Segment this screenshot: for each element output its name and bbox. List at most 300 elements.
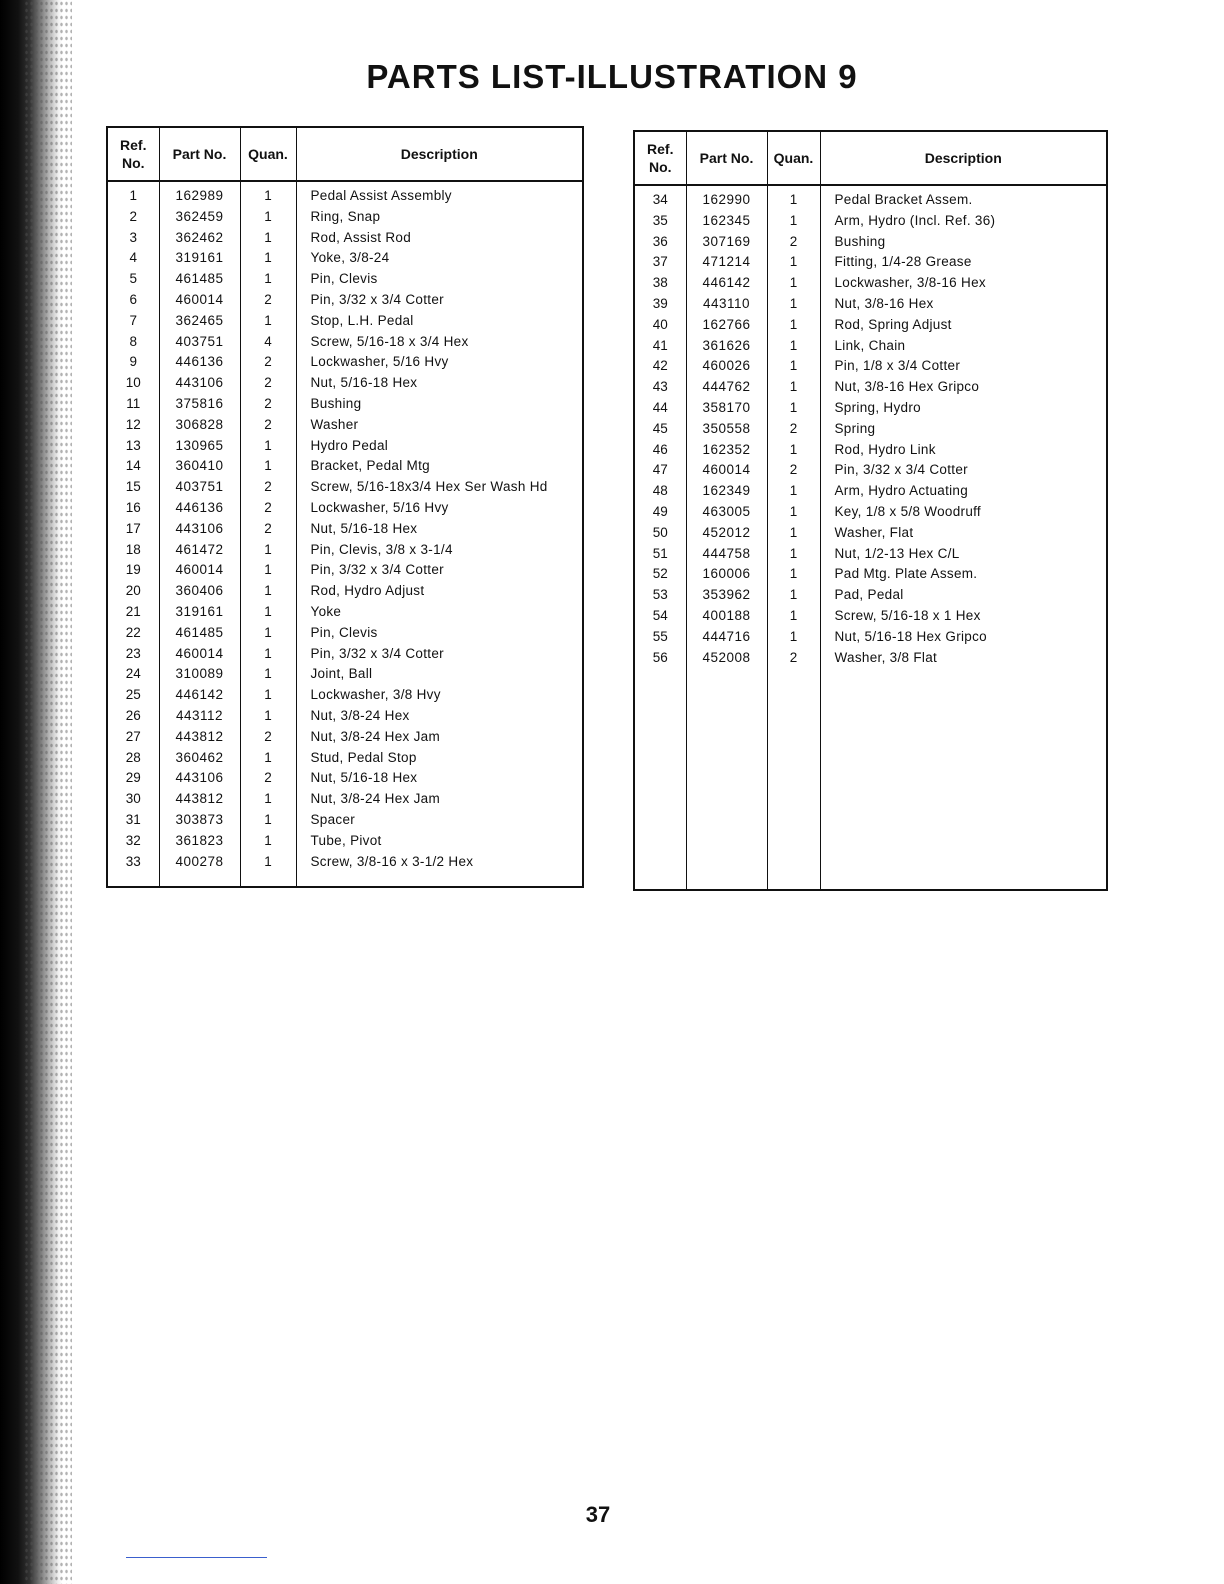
description-cell: Yoke — [296, 602, 583, 623]
description-cell: Nut, 3/8-24 Hex — [296, 706, 583, 727]
ref-cell: 13 — [107, 436, 159, 457]
ref-cell: 53 — [634, 585, 686, 606]
table-row — [107, 602, 583, 623]
part-no-cell: 461472 — [159, 540, 240, 561]
quantity-cell: 1 — [240, 181, 296, 207]
description-cell: Hydro Pedal — [296, 436, 583, 457]
ref-cell: 24 — [107, 664, 159, 685]
quantity-cell: 1 — [767, 185, 820, 211]
description-cell: Fitting, 1/4-28 Grease — [820, 252, 1107, 273]
quantity-cell: 1 — [240, 789, 296, 810]
ref-cell: 37 — [634, 252, 686, 273]
table-row — [107, 789, 583, 810]
parts-table-left — [106, 126, 584, 888]
part-no-cell: 130965 — [159, 436, 240, 457]
table-row — [634, 523, 1107, 544]
part-no-cell: 461485 — [159, 269, 240, 290]
description-cell: Washer, Flat — [820, 523, 1107, 544]
part-no-cell: 460014 — [159, 644, 240, 665]
quantity-cell: 2 — [767, 419, 820, 440]
part-no-cell: 160006 — [686, 564, 767, 585]
description-cell: Lockwasher, 5/16 Hvy — [296, 352, 583, 373]
quantity-cell: 1 — [240, 228, 296, 249]
page-number: 37 — [585, 1502, 611, 1527]
ref-cell: 44 — [634, 398, 686, 419]
quantity-cell: 1 — [240, 706, 296, 727]
description-cell: Nut, 5/16-18 Hex — [296, 373, 583, 394]
quantity-cell: 2 — [240, 727, 296, 748]
part-no-cell: 162352 — [686, 440, 767, 461]
part-no-cell: 362459 — [159, 207, 240, 228]
filler-row — [634, 668, 1107, 890]
description-cell: Nut, 1/2-13 Hex C/L — [820, 544, 1107, 565]
description-cell: Stud, Pedal Stop — [296, 748, 583, 769]
part-no-cell: 446136 — [159, 498, 240, 519]
part-no-cell: 360410 — [159, 456, 240, 477]
ref-cell: 16 — [107, 498, 159, 519]
ref-cell: 4 — [107, 248, 159, 269]
part-no-cell: 319161 — [159, 602, 240, 623]
ref-cell: 50 — [634, 523, 686, 544]
ref-cell: 8 — [107, 332, 159, 353]
part-no-cell: 446136 — [159, 352, 240, 373]
part-no-cell: 307169 — [686, 232, 767, 253]
table-row — [634, 481, 1107, 502]
part-no-cell: 350558 — [686, 419, 767, 440]
quantity-cell: 1 — [767, 211, 820, 232]
table-row — [107, 373, 583, 394]
description-cell: Bracket, Pedal Mtg — [296, 456, 583, 477]
quantity-cell: 1 — [767, 336, 820, 357]
description-cell: Pin, 3/32 x 3/4 Cotter — [296, 644, 583, 665]
header-quan: Quan. — [767, 131, 820, 185]
part-no-cell: 162345 — [686, 211, 767, 232]
table-row — [107, 831, 583, 852]
part-no-cell: 446142 — [159, 685, 240, 706]
part-no-cell: 460014 — [159, 560, 240, 581]
table-row — [107, 748, 583, 769]
part-no-cell: 446142 — [686, 273, 767, 294]
ref-cell: 56 — [634, 648, 686, 669]
table-row — [634, 273, 1107, 294]
description-cell: Tube, Pivot — [296, 831, 583, 852]
ref-cell: 33 — [107, 852, 159, 873]
quantity-cell: 1 — [767, 585, 820, 606]
filler-cell — [634, 668, 686, 890]
table-row — [107, 311, 583, 332]
table-row — [107, 248, 583, 269]
quantity-cell: 2 — [240, 768, 296, 789]
table-row — [634, 398, 1107, 419]
description-cell: Ring, Snap — [296, 207, 583, 228]
table-row — [107, 644, 583, 665]
table-row — [107, 768, 583, 789]
part-no-cell: 400278 — [159, 852, 240, 873]
description-cell: Pin, 3/32 x 3/4 Cotter — [296, 560, 583, 581]
quantity-cell: 2 — [767, 460, 820, 481]
part-no-cell: 319161 — [159, 248, 240, 269]
ref-cell: 28 — [107, 748, 159, 769]
quantity-cell: 2 — [240, 498, 296, 519]
description-cell: Bushing — [296, 394, 583, 415]
description-cell: Arm, Hydro Actuating — [820, 481, 1107, 502]
header-quan: Quan. — [240, 127, 296, 181]
table-row — [107, 706, 583, 727]
table-body-right — [634, 185, 1107, 890]
part-no-cell: 362465 — [159, 311, 240, 332]
quantity-cell: 1 — [767, 377, 820, 398]
divider-line — [126, 1557, 267, 1558]
description-cell: Nut, 3/8-24 Hex Jam — [296, 727, 583, 748]
binding-speckle — [24, 0, 72, 1584]
table-row — [634, 648, 1107, 669]
part-no-cell: 460014 — [686, 460, 767, 481]
ref-cell: 9 — [107, 352, 159, 373]
ref-cell: 19 — [107, 560, 159, 581]
ref-cell: 30 — [107, 789, 159, 810]
quantity-cell: 2 — [767, 648, 820, 669]
description-cell: Screw, 5/16-18 x 1 Hex — [820, 606, 1107, 627]
quantity-cell: 1 — [240, 311, 296, 332]
description-cell: Nut, 5/16-18 Hex — [296, 768, 583, 789]
table-row — [107, 207, 583, 228]
table-row — [634, 315, 1107, 336]
description-cell: Pad, Pedal — [820, 585, 1107, 606]
quantity-cell: 2 — [240, 477, 296, 498]
table-row — [107, 540, 583, 561]
description-cell: Link, Chain — [820, 336, 1107, 357]
part-no-cell: 443106 — [159, 373, 240, 394]
part-no-cell: 452008 — [686, 648, 767, 669]
part-no-cell: 443812 — [159, 727, 240, 748]
description-cell: Washer — [296, 415, 583, 436]
table-row — [634, 502, 1107, 523]
part-no-cell: 362462 — [159, 228, 240, 249]
part-no-cell: 460026 — [686, 356, 767, 377]
description-cell: Key, 1/8 x 5/8 Woodruff — [820, 502, 1107, 523]
table-row — [107, 332, 583, 353]
header-ref: Ref. No. — [634, 131, 686, 185]
ref-cell: 41 — [634, 336, 686, 357]
filler-cell — [107, 872, 159, 887]
table-row — [107, 290, 583, 311]
quantity-cell: 4 — [240, 332, 296, 353]
filler-row — [107, 872, 583, 887]
quantity-cell: 2 — [240, 415, 296, 436]
ref-cell: 7 — [107, 311, 159, 332]
quantity-cell: 1 — [240, 810, 296, 831]
filler-cell — [820, 668, 1107, 890]
header-description: Description — [296, 127, 583, 181]
quantity-cell: 1 — [240, 248, 296, 269]
table-row — [107, 727, 583, 748]
table-row — [634, 440, 1107, 461]
part-no-cell: 403751 — [159, 332, 240, 353]
ref-cell: 12 — [107, 415, 159, 436]
quantity-cell: 1 — [767, 294, 820, 315]
description-cell: Rod, Assist Rod — [296, 228, 583, 249]
table-row — [634, 252, 1107, 273]
quantity-cell: 1 — [767, 606, 820, 627]
quantity-cell: 1 — [767, 252, 820, 273]
quantity-cell: 1 — [240, 831, 296, 852]
ref-cell: 46 — [634, 440, 686, 461]
ref-cell: 52 — [634, 564, 686, 585]
ref-cell: 49 — [634, 502, 686, 523]
quantity-cell: 1 — [767, 523, 820, 544]
table-row — [107, 560, 583, 581]
part-no-cell: 444716 — [686, 627, 767, 648]
part-no-cell: 444758 — [686, 544, 767, 565]
part-no-cell: 162990 — [686, 185, 767, 211]
quantity-cell: 1 — [240, 207, 296, 228]
quantity-cell: 1 — [767, 440, 820, 461]
quantity-cell: 1 — [240, 540, 296, 561]
description-cell: Pin, 1/8 x 3/4 Cotter — [820, 356, 1107, 377]
table-row — [107, 685, 583, 706]
description-cell: Nut, 5/16-18 Hex Gripco — [820, 627, 1107, 648]
table-header-row — [634, 131, 1107, 185]
table-row — [634, 336, 1107, 357]
table-row — [634, 294, 1107, 315]
table-row — [634, 585, 1107, 606]
part-no-cell: 443112 — [159, 706, 240, 727]
description-cell: Pin, Clevis — [296, 269, 583, 290]
ref-cell: 54 — [634, 606, 686, 627]
ref-cell: 32 — [107, 831, 159, 852]
quantity-cell: 1 — [240, 581, 296, 602]
table-row — [107, 498, 583, 519]
part-no-cell: 162766 — [686, 315, 767, 336]
ref-cell: 35 — [634, 211, 686, 232]
ref-cell: 40 — [634, 315, 686, 336]
quantity-cell: 1 — [240, 436, 296, 457]
table-row — [634, 460, 1107, 481]
description-cell: Spring — [820, 419, 1107, 440]
description-cell: Screw, 5/16-18 x 3/4 Hex — [296, 332, 583, 353]
description-cell: Rod, Hydro Adjust — [296, 581, 583, 602]
description-cell: Yoke, 3/8-24 — [296, 248, 583, 269]
description-cell: Washer, 3/8 Flat — [820, 648, 1107, 669]
description-cell: Pedal Assist Assembly — [296, 181, 583, 207]
table-header-row — [107, 127, 583, 181]
table-row — [107, 228, 583, 249]
part-no-cell: 443106 — [159, 519, 240, 540]
part-no-cell: 461485 — [159, 623, 240, 644]
ref-cell: 43 — [634, 377, 686, 398]
quantity-cell: 2 — [767, 232, 820, 253]
quantity-cell: 1 — [240, 623, 296, 644]
quantity-cell: 2 — [240, 290, 296, 311]
header-description: Description — [820, 131, 1107, 185]
description-cell: Stop, L.H. Pedal — [296, 311, 583, 332]
quantity-cell: 2 — [240, 394, 296, 415]
ref-cell: 11 — [107, 394, 159, 415]
filler-cell — [296, 872, 583, 887]
quantity-cell: 1 — [767, 273, 820, 294]
quantity-cell: 1 — [767, 398, 820, 419]
ref-cell: 42 — [634, 356, 686, 377]
part-no-cell: 361626 — [686, 336, 767, 357]
ref-cell: 45 — [634, 419, 686, 440]
quantity-cell: 1 — [767, 502, 820, 523]
ref-cell: 10 — [107, 373, 159, 394]
description-cell: Nut, 3/8-24 Hex Jam — [296, 789, 583, 810]
description-cell: Pad Mtg. Plate Assem. — [820, 564, 1107, 585]
ref-cell: 5 — [107, 269, 159, 290]
description-cell: Pin, 3/32 x 3/4 Cotter — [820, 460, 1107, 481]
table-row — [107, 477, 583, 498]
table-row — [107, 519, 583, 540]
quantity-cell: 2 — [240, 352, 296, 373]
ref-cell: 20 — [107, 581, 159, 602]
table-row — [634, 377, 1107, 398]
part-no-cell: 452012 — [686, 523, 767, 544]
ref-cell: 18 — [107, 540, 159, 561]
quantity-cell: 1 — [767, 315, 820, 336]
part-no-cell: 353962 — [686, 585, 767, 606]
ref-cell: 38 — [634, 273, 686, 294]
part-no-cell: 162349 — [686, 481, 767, 502]
quantity-cell: 1 — [767, 564, 820, 585]
description-cell: Spring, Hydro — [820, 398, 1107, 419]
quantity-cell: 1 — [240, 748, 296, 769]
table-row — [107, 415, 583, 436]
ref-cell: 14 — [107, 456, 159, 477]
part-no-cell: 303873 — [159, 810, 240, 831]
quantity-cell: 1 — [240, 602, 296, 623]
quantity-cell: 1 — [240, 269, 296, 290]
part-no-cell: 403751 — [159, 477, 240, 498]
description-cell: Spacer — [296, 810, 583, 831]
ref-cell: 34 — [634, 185, 686, 211]
description-cell: Nut, 3/8-16 Hex Gripco — [820, 377, 1107, 398]
description-cell: Pin, Clevis — [296, 623, 583, 644]
table-row — [107, 394, 583, 415]
part-no-cell: 443812 — [159, 789, 240, 810]
table-row — [634, 356, 1107, 377]
ref-cell: 27 — [107, 727, 159, 748]
part-no-cell: 444762 — [686, 377, 767, 398]
quantity-cell: 2 — [240, 373, 296, 394]
description-cell: Rod, Spring Adjust — [820, 315, 1107, 336]
description-cell: Joint, Ball — [296, 664, 583, 685]
ref-cell: 2 — [107, 207, 159, 228]
quantity-cell: 1 — [240, 685, 296, 706]
part-no-cell: 375816 — [159, 394, 240, 415]
header-part-no: Part No. — [686, 131, 767, 185]
part-no-cell: 400188 — [686, 606, 767, 627]
table-row — [107, 623, 583, 644]
table-row — [107, 664, 583, 685]
filler-cell — [767, 668, 820, 890]
table-row — [634, 232, 1107, 253]
part-no-cell: 360462 — [159, 748, 240, 769]
table-body-left — [107, 181, 583, 887]
ref-cell: 25 — [107, 685, 159, 706]
table-row — [107, 269, 583, 290]
quantity-cell: 2 — [240, 519, 296, 540]
part-no-cell: 358170 — [686, 398, 767, 419]
ref-cell: 55 — [634, 627, 686, 648]
ref-cell: 29 — [107, 768, 159, 789]
table-row — [634, 185, 1107, 211]
table-row — [634, 564, 1107, 585]
quantity-cell: 1 — [767, 627, 820, 648]
page-title: PARTS LIST-ILLUSTRATION 9 — [366, 58, 858, 95]
ref-cell: 39 — [634, 294, 686, 315]
quantity-cell: 1 — [767, 481, 820, 502]
description-cell: Lockwasher, 5/16 Hvy — [296, 498, 583, 519]
part-no-cell: 460014 — [159, 290, 240, 311]
ref-cell: 3 — [107, 228, 159, 249]
parts-table-right — [633, 130, 1108, 891]
ref-cell: 23 — [107, 644, 159, 665]
table-row — [634, 627, 1107, 648]
description-cell: Nut, 5/16-18 Hex — [296, 519, 583, 540]
table-row — [107, 181, 583, 207]
ref-cell: 36 — [634, 232, 686, 253]
filler-cell — [240, 872, 296, 887]
filler-cell — [159, 872, 240, 887]
quantity-cell: 1 — [240, 560, 296, 581]
ref-cell: 47 — [634, 460, 686, 481]
description-cell: Pin, Clevis, 3/8 x 3-1/4 — [296, 540, 583, 561]
quantity-cell: 1 — [767, 356, 820, 377]
ref-cell: 21 — [107, 602, 159, 623]
table-row — [107, 581, 583, 602]
part-no-cell: 361823 — [159, 831, 240, 852]
quantity-cell: 1 — [240, 456, 296, 477]
ref-cell: 48 — [634, 481, 686, 502]
ref-cell: 26 — [107, 706, 159, 727]
description-cell: Rod, Hydro Link — [820, 440, 1107, 461]
description-cell: Bushing — [820, 232, 1107, 253]
quantity-cell: 1 — [240, 664, 296, 685]
table-row — [107, 456, 583, 477]
description-cell: Screw, 3/8-16 x 3-1/2 Hex — [296, 852, 583, 873]
ref-cell: 17 — [107, 519, 159, 540]
table-row — [634, 606, 1107, 627]
header-ref: Ref. No. — [107, 127, 159, 181]
table-row — [107, 810, 583, 831]
description-cell: Lockwasher, 3/8 Hvy — [296, 685, 583, 706]
part-no-cell: 443110 — [686, 294, 767, 315]
ref-cell: 22 — [107, 623, 159, 644]
part-no-cell: 443106 — [159, 768, 240, 789]
table-row — [107, 436, 583, 457]
quantity-cell: 1 — [240, 852, 296, 873]
ref-cell: 51 — [634, 544, 686, 565]
ref-cell: 15 — [107, 477, 159, 498]
quantity-cell: 1 — [767, 544, 820, 565]
quantity-cell: 1 — [240, 644, 296, 665]
ref-cell: 6 — [107, 290, 159, 311]
table-row — [634, 211, 1107, 232]
part-no-cell: 360406 — [159, 581, 240, 602]
ref-cell: 1 — [107, 181, 159, 207]
part-no-cell: 306828 — [159, 415, 240, 436]
description-cell: Pin, 3/32 x 3/4 Cotter — [296, 290, 583, 311]
table-row — [634, 544, 1107, 565]
description-cell: Pedal Bracket Assem. — [820, 185, 1107, 211]
table-row — [107, 852, 583, 873]
table-row — [107, 352, 583, 373]
table-row — [634, 419, 1107, 440]
description-cell: Nut, 3/8-16 Hex — [820, 294, 1107, 315]
part-no-cell: 162989 — [159, 181, 240, 207]
description-cell: Arm, Hydro (Incl. Ref. 36) — [820, 211, 1107, 232]
